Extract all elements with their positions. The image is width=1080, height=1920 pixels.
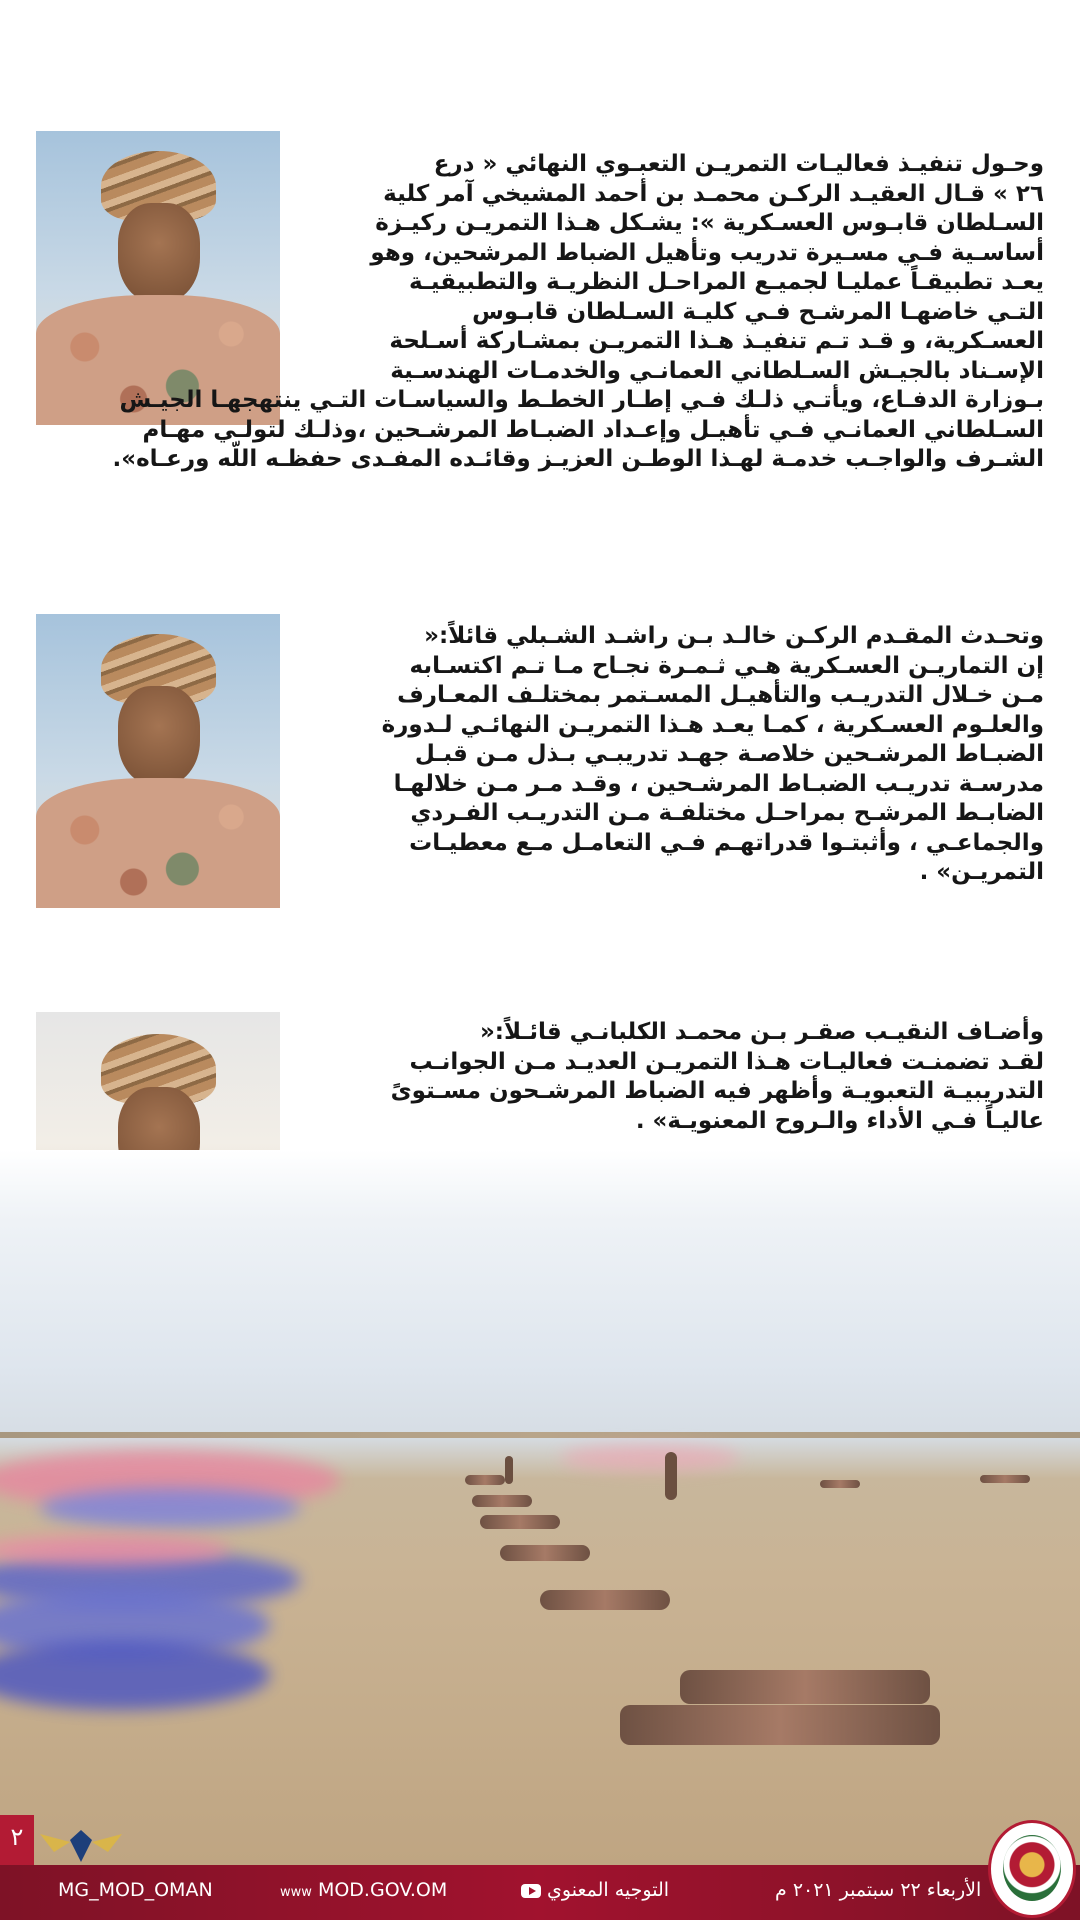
soldier-prone bbox=[500, 1545, 590, 1561]
text-line: العسـكرية، و قـد تـم تنفيـذ هـذا التمريـن بمشـاركة أسـلحة bbox=[389, 328, 1044, 354]
soldier-prone bbox=[680, 1670, 930, 1704]
text-line: السـلطاني العمانـي فـي تأهيـل وإعـداد الضبـاط المرشـحين ،وذلـك لتولـي مهـام bbox=[142, 416, 1044, 443]
text-line: الضابـط المرشـح بمراحـل مختلفـة مـن التدريـب الفـردي bbox=[410, 800, 1044, 826]
text-line: والعلـوم العسـكرية ، كمـا يعـد هـذا التمريـن النهائـي لـدورة bbox=[381, 711, 1044, 738]
uniform-shape bbox=[36, 778, 280, 908]
footer-channel-label: التوجيه المعنوي bbox=[547, 1879, 670, 1901]
text-line: مـن خـلال التدريـب والتأهيـل المسـتمر بمختلـف المعـارف bbox=[397, 682, 1044, 708]
paragraph-1 bbox=[36, 150, 1044, 475]
text-line: التمريـن» . bbox=[919, 859, 1044, 885]
text-line: السـلطان قابـوس العسـكرية »: يشـكل هـذا التمريـن ركيـزة bbox=[375, 210, 1044, 236]
text-line: أساسـية فـي مسـيرة تدريب وتأهيل الضباط المرشحين، وهو bbox=[370, 239, 1044, 266]
footer-social-handle[interactable]: MG_MOD_OMAN bbox=[58, 1879, 213, 1901]
footer-website[interactable] bbox=[280, 1879, 447, 1901]
website-url: MOD.GOV.OM bbox=[317, 1879, 448, 1901]
horizon-line bbox=[0, 1432, 1080, 1438]
page-number-badge: ٢ bbox=[0, 1815, 34, 1865]
text-line: وحـول تنفيـذ فعاليـات التمريـن التعبـوي النهائي « درع bbox=[433, 151, 1044, 177]
text-line: وتحـدث المقـدم الركـن خالـد بـن راشـد الشـبلي قائلاً:« bbox=[424, 623, 1044, 649]
soldier-standing bbox=[505, 1456, 513, 1484]
blue-smoke bbox=[40, 1488, 300, 1528]
soldier-prone bbox=[820, 1480, 860, 1488]
face-shape bbox=[118, 686, 200, 786]
text-line: إن التماريـن العسـكرية هـي ثـمـرة نجـاح مـا تـم اكتسـابه bbox=[409, 652, 1044, 679]
soldier-standing bbox=[665, 1452, 677, 1500]
soldier-prone bbox=[540, 1590, 670, 1610]
text-line: والجماعـي ، وأثبتـوا قدراتهـم فـي التعامـل مـع معطيـات bbox=[409, 829, 1044, 856]
text-line: ٢٦ » قـال العقيـد الركـن محمـد بن أحمد المشيخي آمر كلية bbox=[383, 180, 1044, 207]
soldier-prone bbox=[480, 1515, 560, 1529]
soldier-prone bbox=[980, 1475, 1030, 1483]
website-prefix: www bbox=[280, 1885, 312, 1900]
wings-emblem-icon bbox=[40, 1822, 122, 1872]
youtube-icon bbox=[521, 1884, 541, 1898]
paragraph-3 bbox=[296, 1018, 1044, 1136]
soldier-prone bbox=[465, 1475, 505, 1485]
text-line: بـوزارة الدفـاع، ويأتـي ذلـك فـي إطـار الخطـط والسياسـات التـي ينتهجهـا الجيـش bbox=[119, 387, 1044, 413]
footer-date: الأربعاء ٢٢ سبتمبر ٢٠٢١ م bbox=[775, 1879, 982, 1901]
text-line: الإسـناد بالجيـش السـلطاني العمانـي والخدمـات الهندسـية bbox=[390, 357, 1044, 384]
emblem-inner bbox=[1003, 1835, 1061, 1901]
footer-bar bbox=[0, 1865, 1080, 1920]
text-line: وأضـاف النقيـب صقـر بـن محمـد الكلبانـي قائـلاً:« bbox=[479, 1019, 1044, 1045]
portrait-photo-2 bbox=[36, 614, 280, 908]
text-line: الشـرف والواجـب خدمـة لهـذا الوطـن العزيـز وقائـده المفـدى حفظـه اللّه ورعـاه». bbox=[112, 446, 1044, 472]
soldier-prone bbox=[620, 1705, 940, 1745]
footer-channel[interactable] bbox=[515, 1879, 669, 1901]
desert-training-photo bbox=[0, 1150, 1080, 1865]
blue-smoke bbox=[0, 1640, 270, 1710]
text-line: يعـد تطبيقـاً عمليـا لجميـع المراحـل النظريـة والتطبيقيـة bbox=[409, 269, 1044, 295]
text-line: الضبـاط المرشـحين خلاصـة جهـد تدريبـي بـذل مـن قبـل bbox=[414, 741, 1044, 767]
text-line: التـي خاضهـا المرشـح فـي كليـة السـلطان قابـوس bbox=[472, 298, 1044, 325]
text-line: مدرسـة تدريـب الضبـاط المرشـحين ، وقـد مـر مـن خلالهـا bbox=[393, 770, 1044, 797]
ministry-emblem-icon bbox=[988, 1820, 1076, 1918]
soldier-prone bbox=[472, 1495, 532, 1507]
pink-smoke bbox=[560, 1445, 740, 1471]
text-line: لقـد تضمنـت فعاليـات هـذا التمريـن العديـد مـن الجوانـب bbox=[409, 1048, 1044, 1075]
text-line: التدريبيـة التعبويـة وأظهر فيه الضباط المرشـحون مسـتوىً bbox=[390, 1078, 1044, 1104]
paragraph-2 bbox=[296, 622, 1044, 888]
text-line: عاليـاً فـي الأداء والـروح المعنويـة» . bbox=[635, 1107, 1044, 1134]
